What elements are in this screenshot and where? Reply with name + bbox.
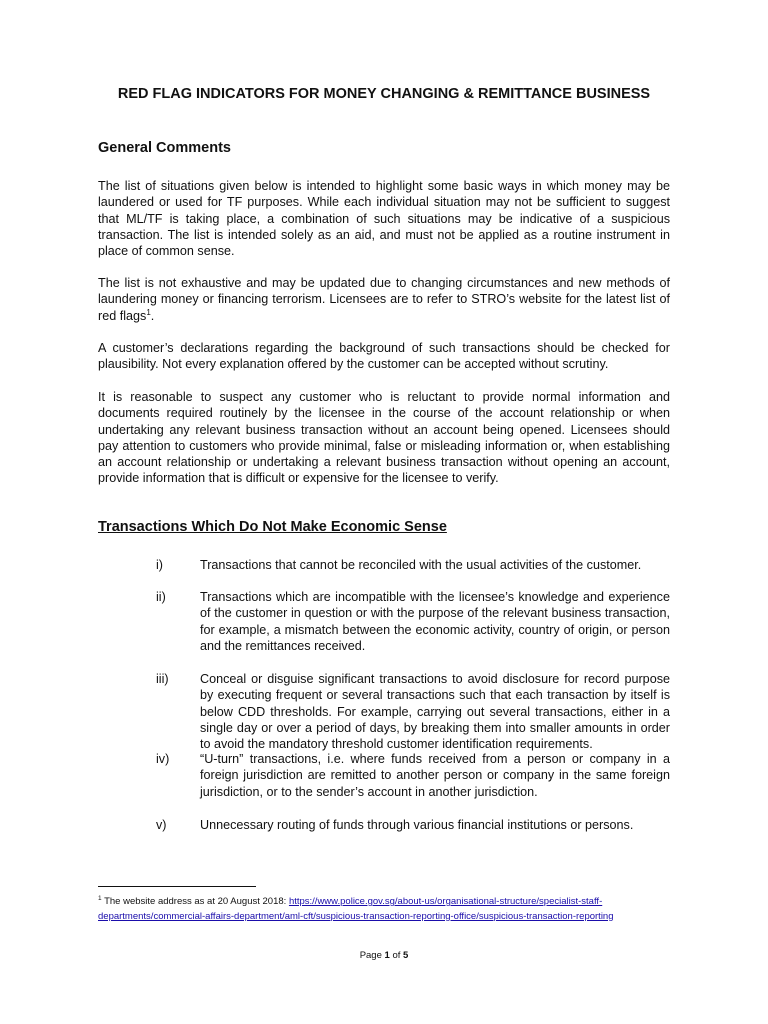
page-of: of: [389, 950, 404, 961]
page-total: 5: [403, 950, 409, 961]
list-item-text: Transactions which are incompatible with the licensee’s knowledge and experience of the customer in question or with the purpose of the relevant business transaction, for example, a mismatch between the economic activity, country of origin, or person and the remittances received.: [200, 590, 670, 653]
paragraph-2-end: .: [150, 308, 155, 323]
page-number: [0, 950, 768, 961]
paragraph-4: It is reasonable to suspect any customer who is reluctant to provide normal information and documents required routinely by the licensee in the course of the account relationship or when undertaking any relevant business transaction without an account being opened. Licensees should pay attention to customers who provide minimal, false or misleading information or, when establishing an account relationship or undertaking a relevant business transaction without opening an account, provide information that is difficult or expensive for the licensee to verify.: [98, 390, 670, 486]
paragraph-2: [98, 275, 670, 324]
list-item-number: iii): [156, 672, 169, 686]
document-title: RED FLAG INDICATORS FOR MONEY CHANGING & REMITTANCE BUSINESS: [117, 86, 651, 102]
general-comments-heading: General Comments: [98, 140, 231, 156]
list-item-number: iv): [156, 752, 170, 766]
list-item-number: i): [156, 558, 163, 572]
footnote-divider: [98, 886, 256, 887]
footnote-marker: 1: [98, 894, 102, 902]
paragraph-1: The list of situations given below is intended to highlight some basic ways in which money may be laundered or used for TF purposes. While each individual situation may not be sufficient to suggest that ML/TF is taking place, a combination of such situations may be indicative of a suspicious transaction. The list is intended solely as an aid, and must not be applied as a routine instrument in place of common sense.: [98, 179, 670, 259]
list-item-text: “U-turn” transactions, i.e. where funds received from a person or company in a foreign jurisdiction are remitted to another person or company in the same foreign jurisdiction, or to the sender’s account in another jurisdiction.: [200, 752, 670, 799]
list-item-number: v): [156, 818, 167, 832]
list-item-number: ii): [156, 590, 166, 604]
section-heading: Transactions Which Do Not Make Economic Sense: [98, 519, 447, 535]
paragraph-3: A customer’s declarations regarding the background of such transactions should be checked for plausibility. Not every explanation offered by the customer can be accepted without scrutiny.: [98, 341, 670, 372]
footnote: [98, 895, 670, 924]
stro-website-link[interactable]: https://www.police.gov.sg/about-us/organisational-structure/specialist-staff-departments/commercial-affairs-department/aml-cft/suspicious-transaction-reporting-office/suspicious-transaction-reporting: [98, 896, 614, 922]
list-item-text: Transactions that cannot be reconciled with the usual activities of the customer.: [200, 558, 642, 572]
paragraph-2-text: The list is not exhaustive and may be updated due to changing circumstances and new methods of laundering money or financing terrorism. Licensees are to refer to STRO’s website for the latest list of red flags: [98, 276, 670, 323]
page-current: 1: [384, 950, 390, 961]
page-prefix: Page: [359, 950, 385, 961]
list-item-text: Conceal or disguise significant transactions to avoid disclosure for record purpose by executing frequent or several transactions such that each transaction by itself is below CDD thresholds. For example, carrying out several transactions, either in a single day or over a period of days, by breaking them into smaller amounts in order to avoid the mandatory threshold customer identification requirements.: [200, 672, 670, 752]
list-item-text: Unnecessary routing of funds through various financial institutions or persons.: [200, 818, 634, 832]
footnote-ref: 1: [146, 307, 151, 317]
footnote-text: The website address as at 20 August 2018:: [101, 896, 289, 907]
